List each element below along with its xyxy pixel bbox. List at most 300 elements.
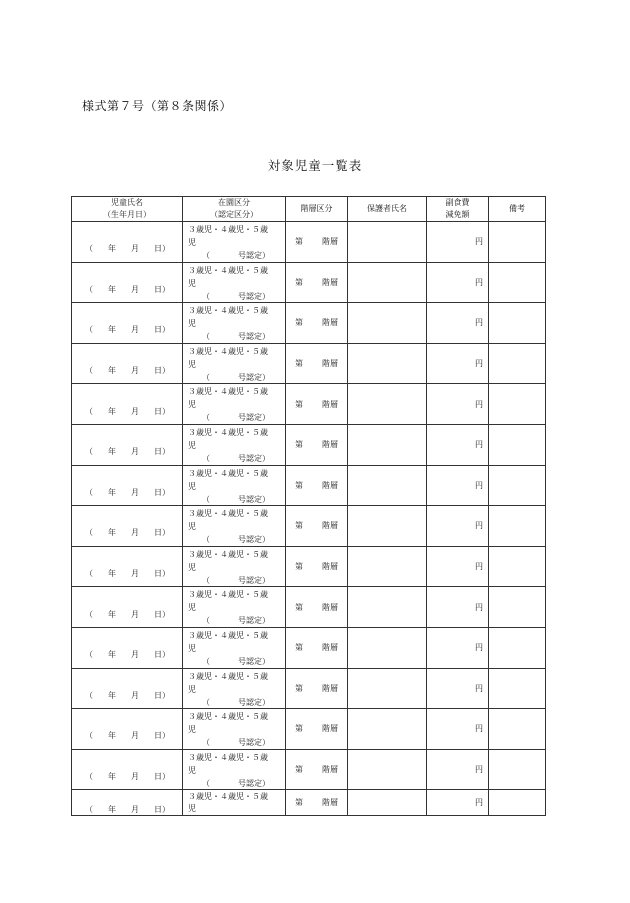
tier-cell[interactable] xyxy=(286,627,348,668)
dob-open-paren: （ xyxy=(85,609,93,619)
remarks-cell[interactable] xyxy=(489,384,546,425)
remarks-cell[interactable] xyxy=(489,506,546,547)
certification xyxy=(188,656,285,667)
dob-open-paren: （ xyxy=(85,731,93,741)
dob-month-label: 月 xyxy=(131,805,139,815)
class-options-line1: ３歳児・４歳児・５歳 xyxy=(188,549,268,559)
dob-month-label: 月 xyxy=(131,244,139,254)
meal-amount-cell[interactable] xyxy=(427,424,489,465)
meal-amount-cell[interactable] xyxy=(427,668,489,709)
tier-cell[interactable] xyxy=(286,465,348,506)
cert-suffix: 号認定） xyxy=(238,778,270,788)
cert-suffix: 号認定） xyxy=(238,656,270,666)
class-options-line1: ３歳児・４歳児・５歳 xyxy=(188,265,268,275)
guardian-cell[interactable] xyxy=(348,587,427,628)
child-cell[interactable] xyxy=(72,546,183,587)
tier-prefix: 第 xyxy=(295,724,303,734)
yen-unit: 円 xyxy=(475,277,483,287)
certification xyxy=(188,250,285,261)
enrollment-cell[interactable] xyxy=(183,222,286,263)
header-row xyxy=(72,197,546,222)
class-options-line1: ３歳児・４歳児・５歳 xyxy=(188,427,268,437)
enrollment-cell[interactable] xyxy=(183,627,286,668)
dob-month-label: 月 xyxy=(131,284,139,294)
dob-year-label: 年 xyxy=(108,731,116,741)
dob-month-label: 月 xyxy=(131,325,139,335)
tier-cell[interactable] xyxy=(286,749,348,790)
child-cell[interactable] xyxy=(72,506,183,547)
form-number: 様式第７号（第８条関係） xyxy=(82,99,233,113)
tier-value xyxy=(286,602,347,613)
enrollment-cell[interactable] xyxy=(183,303,286,344)
dob-year-label: 年 xyxy=(108,528,116,538)
certification xyxy=(188,331,285,342)
header-meal-line1: 副食費 xyxy=(445,198,470,207)
remarks-cell[interactable] xyxy=(489,303,546,344)
dob-day-label: 日） xyxy=(154,528,170,538)
enrollment-cell[interactable] xyxy=(183,506,286,547)
dob-month-label: 月 xyxy=(131,569,139,579)
tier-prefix: 第 xyxy=(295,318,303,328)
dob-day-label: 日） xyxy=(154,731,170,741)
class-options-line1: ３歳児・４歳児・５歳 xyxy=(188,671,268,681)
tier-prefix: 第 xyxy=(295,277,303,287)
class-options-line1: ３歳児・４歳児・５歳 xyxy=(188,509,268,519)
document-title: 対象児童一覧表 xyxy=(267,158,363,173)
cert-suffix: 号認定） xyxy=(238,251,270,260)
tier-value xyxy=(286,236,347,247)
dob-month-label: 月 xyxy=(131,406,139,416)
meal-amount-cell[interactable] xyxy=(427,506,489,547)
cert-open-paren: （ xyxy=(202,453,210,463)
birth-date xyxy=(72,716,182,741)
birth-date xyxy=(72,351,182,376)
yen-unit: 円 xyxy=(475,318,483,328)
class-options-line2: 児 xyxy=(188,603,196,613)
cert-open-paren: （ xyxy=(202,535,210,545)
dob-open-paren: （ xyxy=(85,366,93,376)
class-options-line1: ３歳児・４歳児・５歳 xyxy=(188,792,268,802)
meal-amount-cell[interactable] xyxy=(427,465,489,506)
enrollment-class-options xyxy=(183,222,285,262)
tier-value xyxy=(286,723,347,734)
dob-day-label: 日） xyxy=(154,650,170,660)
tier-value xyxy=(286,520,347,531)
class-options-line1: ３歳児・４歳児・５歳 xyxy=(188,752,268,762)
tier-cell[interactable] xyxy=(286,384,348,425)
meal-amount-cell[interactable] xyxy=(427,546,489,587)
remarks-cell[interactable] xyxy=(489,709,546,750)
meal-amount-cell[interactable] xyxy=(427,790,489,816)
enrollment-class-options xyxy=(183,263,285,303)
tier-value xyxy=(286,797,347,808)
table-row xyxy=(72,587,546,628)
remarks-cell[interactable] xyxy=(489,424,546,465)
cert-open-paren: （ xyxy=(202,738,210,748)
birth-date xyxy=(72,229,182,254)
certification xyxy=(188,615,285,626)
dob-month-label: 月 xyxy=(131,731,139,741)
enrollment-class-options xyxy=(183,750,285,790)
header-enrollment xyxy=(183,197,286,222)
dob-day-label: 日） xyxy=(154,805,170,815)
certification xyxy=(188,453,285,464)
header-enrollment-class: 在園区分 xyxy=(218,198,250,207)
dob-month-label: 月 xyxy=(131,447,139,457)
cert-suffix: 号認定） xyxy=(238,535,270,545)
table-row xyxy=(72,384,546,425)
table-row xyxy=(72,424,546,465)
tier-prefix: 第 xyxy=(295,765,303,775)
remarks-cell[interactable] xyxy=(489,343,546,384)
yen-unit: 円 xyxy=(475,399,483,409)
cert-suffix: 号認定） xyxy=(238,453,270,463)
class-options-line1: ３歳児・４歳児・５歳 xyxy=(188,225,268,234)
cert-suffix: 号認定） xyxy=(238,738,270,748)
meal-amount-cell[interactable] xyxy=(427,262,489,303)
table-row xyxy=(72,749,546,790)
tier-prefix: 第 xyxy=(295,359,303,369)
class-options-line1: ３歳児・４歳児・５歳 xyxy=(188,468,268,478)
dob-open-paren: （ xyxy=(85,528,93,538)
class-options-line2: 児 xyxy=(188,278,196,288)
guardian-cell[interactable] xyxy=(348,749,427,790)
header-enrollment-cert: （認定区分） xyxy=(210,210,258,219)
dob-year-label: 年 xyxy=(108,487,116,497)
meal-amount-cell[interactable] xyxy=(427,587,489,628)
yen-unit: 円 xyxy=(475,602,483,612)
dob-day-label: 日） xyxy=(154,487,170,497)
class-options-line1: ３歳児・４歳児・５歳 xyxy=(188,387,268,397)
tier-cell[interactable] xyxy=(286,262,348,303)
cert-suffix: 号認定） xyxy=(238,413,270,423)
guardian-cell[interactable] xyxy=(348,343,427,384)
child-cell[interactable] xyxy=(72,709,183,750)
dob-open-paren: （ xyxy=(85,325,93,335)
tier-cell[interactable] xyxy=(286,546,348,587)
meal-amount-cell[interactable] xyxy=(427,384,489,425)
tier-suffix: 階層 xyxy=(322,480,338,490)
table-row xyxy=(72,343,546,384)
dob-day-label: 日） xyxy=(154,447,170,457)
tier-cell[interactable] xyxy=(286,668,348,709)
roster-table xyxy=(71,196,546,816)
tier-prefix: 第 xyxy=(295,521,303,531)
enrollment-cell[interactable] xyxy=(183,749,286,790)
tier-suffix: 階層 xyxy=(322,277,338,287)
dob-year-label: 年 xyxy=(108,569,116,579)
tier-suffix: 階層 xyxy=(322,724,338,734)
class-options-line1: ３歳児・４歳児・５歳 xyxy=(188,346,268,356)
dob-year-label: 年 xyxy=(108,244,116,254)
tier-cell[interactable] xyxy=(286,303,348,344)
dob-day-label: 日） xyxy=(154,609,170,619)
class-options-line2: 児 xyxy=(188,804,196,814)
cert-open-paren: （ xyxy=(202,372,210,382)
yen-unit: 円 xyxy=(475,798,483,808)
child-cell[interactable] xyxy=(72,303,183,344)
birth-date xyxy=(72,513,182,538)
certification xyxy=(188,372,285,383)
tier-suffix: 階層 xyxy=(322,602,338,612)
enrollment-class-options xyxy=(183,384,285,424)
tier-value xyxy=(286,317,347,328)
guardian-cell[interactable] xyxy=(348,709,427,750)
child-cell[interactable] xyxy=(72,627,183,668)
class-options-line2: 児 xyxy=(188,319,196,329)
class-options-line1: ３歳児・４歳児・５歳 xyxy=(188,590,268,600)
yen-unit: 円 xyxy=(475,562,483,572)
enrollment-cell[interactable] xyxy=(183,465,286,506)
child-cell[interactable] xyxy=(72,384,183,425)
guardian-cell[interactable] xyxy=(348,627,427,668)
tier-cell[interactable] xyxy=(286,222,348,263)
tier-cell[interactable] xyxy=(286,587,348,628)
remarks-cell[interactable] xyxy=(489,465,546,506)
yen-unit: 円 xyxy=(475,237,483,247)
dob-open-paren: （ xyxy=(85,244,93,254)
guardian-cell[interactable] xyxy=(348,790,427,816)
child-cell[interactable] xyxy=(72,262,183,303)
guardian-cell[interactable] xyxy=(348,546,427,587)
yen-unit: 円 xyxy=(475,521,483,531)
enrollment-cell[interactable] xyxy=(183,384,286,425)
cert-suffix: 号認定） xyxy=(238,291,270,301)
table-row xyxy=(72,668,546,709)
yen-unit: 円 xyxy=(475,359,483,369)
tier-suffix: 階層 xyxy=(322,562,338,572)
child-cell[interactable] xyxy=(72,343,183,384)
birth-date xyxy=(72,635,182,660)
tier-prefix: 第 xyxy=(295,643,303,653)
remarks-cell[interactable] xyxy=(489,262,546,303)
meal-amount-cell[interactable] xyxy=(427,222,489,263)
meal-amount-cell[interactable] xyxy=(427,709,489,750)
class-options-line2: 児 xyxy=(188,359,196,369)
class-options-line2: 児 xyxy=(188,725,196,735)
dob-month-label: 月 xyxy=(131,772,139,782)
table-row xyxy=(72,506,546,547)
tier-prefix: 第 xyxy=(295,399,303,409)
dob-year-label: 年 xyxy=(108,690,116,700)
tier-suffix: 階層 xyxy=(322,440,338,450)
birth-date xyxy=(72,595,182,620)
birth-date xyxy=(72,270,182,295)
certification xyxy=(188,737,285,748)
child-cell[interactable] xyxy=(72,465,183,506)
guardian-cell[interactable] xyxy=(348,262,427,303)
child-cell[interactable] xyxy=(72,424,183,465)
birth-date xyxy=(72,310,182,335)
tier-cell[interactable] xyxy=(286,343,348,384)
dob-month-label: 月 xyxy=(131,366,139,376)
tier-prefix: 第 xyxy=(295,440,303,450)
table-row xyxy=(72,790,546,816)
dob-open-paren: （ xyxy=(85,447,93,457)
enrollment-cell[interactable] xyxy=(183,262,286,303)
enrollment-cell[interactable] xyxy=(183,587,286,628)
birth-date xyxy=(72,790,182,815)
table-row xyxy=(72,709,546,750)
dob-month-label: 月 xyxy=(131,609,139,619)
dob-open-paren: （ xyxy=(85,406,93,416)
cert-open-paren: （ xyxy=(202,251,210,260)
birth-date xyxy=(72,473,182,498)
dob-day-label: 日） xyxy=(154,406,170,416)
remarks-cell[interactable] xyxy=(489,587,546,628)
enrollment-cell[interactable] xyxy=(183,668,286,709)
tier-prefix: 第 xyxy=(295,683,303,693)
certification xyxy=(188,778,285,789)
certification xyxy=(188,494,285,505)
enrollment-class-options xyxy=(183,587,285,627)
header-remarks: 備考 xyxy=(489,197,546,222)
remarks-cell[interactable] xyxy=(489,627,546,668)
tier-value xyxy=(286,358,347,369)
remarks-cell[interactable] xyxy=(489,790,546,816)
dob-open-paren: （ xyxy=(85,690,93,700)
enrollment-class-options xyxy=(183,425,285,465)
dob-open-paren: （ xyxy=(85,487,93,497)
cert-open-paren: （ xyxy=(202,413,210,423)
tier-cell[interactable] xyxy=(286,790,348,816)
guardian-cell[interactable] xyxy=(348,506,427,547)
yen-unit: 円 xyxy=(475,765,483,775)
remarks-cell[interactable] xyxy=(489,222,546,263)
child-cell[interactable] xyxy=(72,222,183,263)
tier-suffix: 階層 xyxy=(322,683,338,693)
birth-date xyxy=(72,432,182,457)
tier-cell[interactable] xyxy=(286,506,348,547)
enrollment-class-options xyxy=(183,709,285,749)
tier-prefix: 第 xyxy=(295,562,303,572)
meal-amount-cell[interactable] xyxy=(427,303,489,344)
cert-suffix: 号認定） xyxy=(238,616,270,626)
header-meal xyxy=(427,197,489,222)
table-row xyxy=(72,465,546,506)
class-options-line2: 児 xyxy=(188,400,196,410)
remarks-cell[interactable] xyxy=(489,546,546,587)
dob-year-label: 年 xyxy=(108,447,116,457)
dob-month-label: 月 xyxy=(131,487,139,497)
class-options-line1: ３歳児・４歳児・５歳 xyxy=(188,712,268,722)
child-cell[interactable] xyxy=(72,587,183,628)
cert-open-paren: （ xyxy=(202,656,210,666)
tier-suffix: 階層 xyxy=(322,318,338,328)
enrollment-cell[interactable] xyxy=(183,343,286,384)
class-options-line2: 児 xyxy=(188,684,196,694)
child-cell[interactable] xyxy=(72,749,183,790)
tier-suffix: 階層 xyxy=(322,798,338,808)
yen-unit: 円 xyxy=(475,480,483,490)
remarks-cell[interactable] xyxy=(489,668,546,709)
meal-amount-cell[interactable] xyxy=(427,627,489,668)
tier-value xyxy=(286,480,347,491)
tier-suffix: 階層 xyxy=(322,521,338,531)
enrollment-class-options xyxy=(183,344,285,384)
tier-cell[interactable] xyxy=(286,424,348,465)
birth-date xyxy=(72,554,182,579)
guardian-cell[interactable] xyxy=(348,303,427,344)
cert-suffix: 号認定） xyxy=(238,332,270,342)
tier-suffix: 階層 xyxy=(322,765,338,775)
enrollment-cell[interactable] xyxy=(183,790,286,816)
dob-year-label: 年 xyxy=(108,805,116,815)
tier-value xyxy=(286,764,347,775)
class-options-line2: 児 xyxy=(188,643,196,653)
guardian-cell[interactable] xyxy=(348,424,427,465)
tier-prefix: 第 xyxy=(295,798,303,808)
dob-open-paren: （ xyxy=(85,650,93,660)
tier-value xyxy=(286,683,347,694)
yen-unit: 円 xyxy=(475,643,483,653)
tier-value xyxy=(286,642,347,653)
cert-suffix: 号認定） xyxy=(238,494,270,504)
table-row xyxy=(72,546,546,587)
enrollment-cell[interactable] xyxy=(183,709,286,750)
enrollment-class-options xyxy=(183,466,285,506)
guardian-cell[interactable] xyxy=(348,384,427,425)
guardian-cell[interactable] xyxy=(348,465,427,506)
class-options-line1: ３歳児・４歳児・５歳 xyxy=(188,306,268,316)
table-row xyxy=(72,303,546,344)
class-options-line2: 児 xyxy=(188,522,196,532)
tier-suffix: 階層 xyxy=(322,359,338,369)
cert-open-paren: （ xyxy=(202,332,210,342)
certification xyxy=(188,575,285,586)
tier-value xyxy=(286,561,347,572)
dob-day-label: 日） xyxy=(154,569,170,579)
birth-date xyxy=(72,676,182,701)
table-row xyxy=(72,262,546,303)
dob-open-paren: （ xyxy=(85,569,93,579)
dob-month-label: 月 xyxy=(131,528,139,538)
dob-day-label: 日） xyxy=(154,284,170,294)
class-options-line2: 児 xyxy=(188,481,196,491)
guardian-cell[interactable] xyxy=(348,668,427,709)
remarks-cell[interactable] xyxy=(489,749,546,790)
cert-open-paren: （ xyxy=(202,494,210,504)
dob-day-label: 日） xyxy=(154,244,170,254)
meal-amount-cell[interactable] xyxy=(427,749,489,790)
dob-year-label: 年 xyxy=(108,772,116,782)
child-cell[interactable] xyxy=(72,668,183,709)
meal-amount-cell[interactable] xyxy=(427,343,489,384)
header-guardian: 保護者氏名 xyxy=(348,197,427,222)
dob-open-paren: （ xyxy=(85,805,93,815)
dob-open-paren: （ xyxy=(85,284,93,294)
guardian-cell[interactable] xyxy=(348,222,427,263)
birth-date xyxy=(72,392,182,417)
child-cell[interactable] xyxy=(72,790,183,816)
tier-prefix: 第 xyxy=(295,480,303,490)
class-options-line2: 児 xyxy=(188,440,196,450)
cert-open-paren: （ xyxy=(202,616,210,626)
enrollment-cell[interactable] xyxy=(183,424,286,465)
cert-open-paren: （ xyxy=(202,575,210,585)
dob-month-label: 月 xyxy=(131,690,139,700)
dob-year-label: 年 xyxy=(108,284,116,294)
enrollment-class-options xyxy=(183,303,285,343)
class-options-line2: 児 xyxy=(188,238,196,247)
dob-year-label: 年 xyxy=(108,406,116,416)
tier-suffix: 階層 xyxy=(322,643,338,653)
header-meal-line2: 減免額 xyxy=(445,210,470,219)
enrollment-cell[interactable] xyxy=(183,546,286,587)
dob-year-label: 年 xyxy=(108,650,116,660)
tier-cell[interactable] xyxy=(286,709,348,750)
cert-suffix: 号認定） xyxy=(238,575,270,585)
